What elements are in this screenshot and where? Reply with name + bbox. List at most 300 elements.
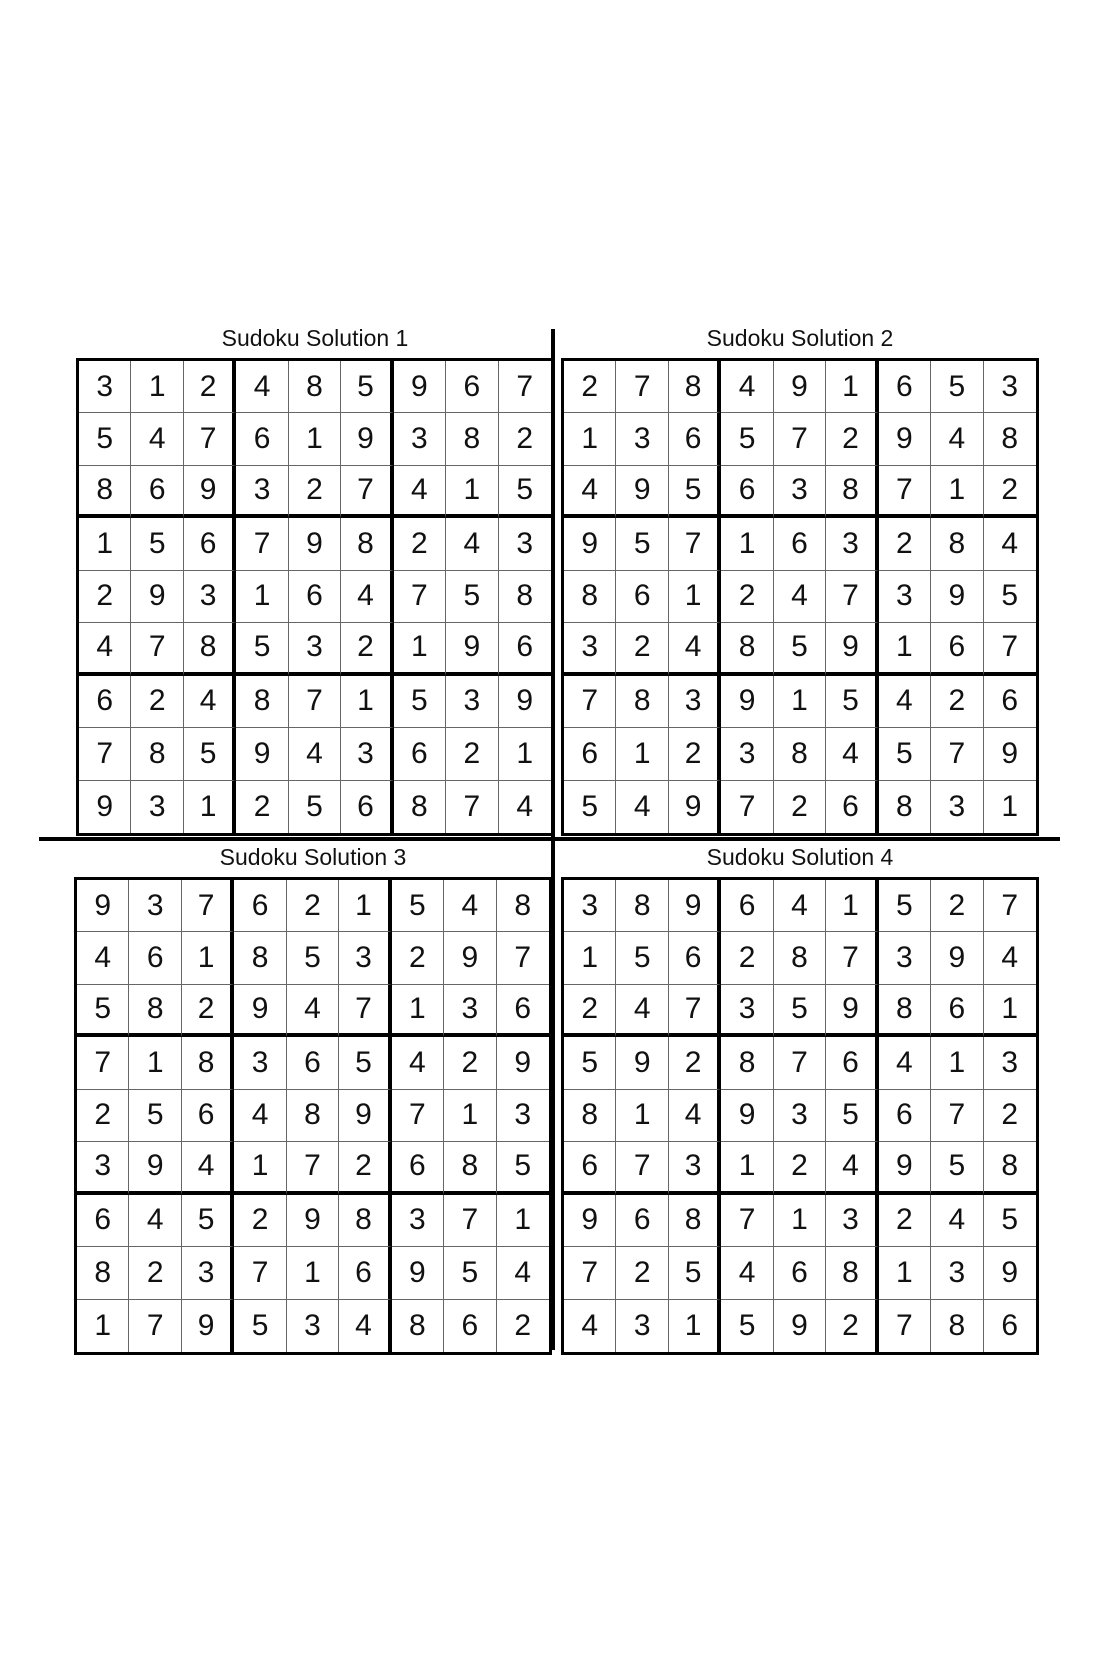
sudoku-cell: 8: [616, 676, 668, 728]
sudoku-cell: 7: [721, 1195, 773, 1247]
sudoku-cell: 4: [394, 466, 446, 518]
sudoku-cell: 1: [392, 985, 444, 1037]
sudoku-cell: 8: [774, 728, 826, 780]
sudoku-cell: 4: [236, 361, 288, 413]
sudoku-cell: 7: [826, 571, 878, 623]
sudoku-cell: 9: [289, 518, 341, 570]
sudoku-puzzle-3: [74, 843, 552, 1355]
sudoku-cell: 4: [826, 728, 878, 780]
sudoku-cell: 8: [616, 880, 668, 932]
sudoku-cell: 5: [234, 1300, 286, 1352]
sudoku-cell: 5: [774, 985, 826, 1037]
sudoku-cell: 4: [446, 518, 498, 570]
sudoku-cell: 7: [879, 1300, 931, 1352]
sudoku-cell: 3: [184, 571, 236, 623]
sudoku-cell: 9: [879, 413, 931, 465]
sudoku-cell: 9: [669, 880, 721, 932]
sudoku-cell: 9: [444, 932, 496, 984]
sudoku-cell: 8: [287, 1090, 339, 1142]
sudoku-cell: 5: [616, 518, 668, 570]
sudoku-cell: 4: [616, 985, 668, 1037]
sudoku-cell: 9: [931, 571, 983, 623]
sudoku-puzzle-1: [76, 324, 554, 836]
sudoku-cell: 2: [774, 1142, 826, 1194]
sudoku-cell: 8: [497, 880, 549, 932]
sudoku-cell: 8: [392, 1300, 444, 1352]
sudoku-cell: 2: [129, 1247, 181, 1299]
sudoku-cell: 8: [341, 518, 393, 570]
sudoku-cell: 5: [131, 518, 183, 570]
sudoku-cell: 8: [182, 1037, 234, 1089]
sudoku-cell: 8: [131, 728, 183, 780]
sudoku-cell: 7: [129, 1300, 181, 1352]
sudoku-cell: 4: [289, 728, 341, 780]
sudoku-cell: 4: [234, 1090, 286, 1142]
sudoku-cell: 9: [131, 571, 183, 623]
sudoku-cell: 6: [1001, 1308, 1019, 1342]
sudoku-cell: 2: [79, 571, 131, 623]
sudoku-cell: 6: [931, 623, 983, 675]
sudoku-cell: 9: [339, 1090, 391, 1142]
sudoku-cell: 9: [341, 413, 393, 465]
sudoku-cell: 5: [826, 1090, 878, 1142]
sudoku-cell: 1: [79, 518, 131, 570]
sudoku-cell: 7: [499, 361, 551, 413]
sudoku-cell: 6: [931, 985, 983, 1037]
sudoku-cell: 2: [446, 728, 498, 780]
sudoku-cell: 2: [826, 1300, 878, 1352]
sudoku-cell: 1: [721, 1142, 773, 1194]
sudoku-cell: 2: [931, 880, 983, 932]
sudoku-cell: 7: [444, 1195, 496, 1247]
sudoku-cell: 6: [826, 781, 878, 833]
sudoku-cell: 1: [879, 623, 931, 675]
sudoku-cell: 3: [446, 676, 498, 728]
sudoku-cell: 8: [931, 518, 983, 570]
sudoku-cell: 5: [497, 1142, 549, 1194]
sudoku-cell: 5: [931, 361, 983, 413]
sudoku-cell: 8: [879, 985, 931, 1037]
sudoku-cell: 4: [131, 413, 183, 465]
sudoku-cell: 2: [826, 413, 878, 465]
sudoku-cell: 8: [826, 1247, 878, 1299]
sudoku-cell: 5: [287, 932, 339, 984]
sudoku-cell: 5: [669, 466, 721, 518]
sudoku-cell: 9: [984, 728, 1036, 780]
sudoku-cell: 2: [184, 361, 236, 413]
sudoku-grid: [76, 358, 554, 836]
sudoku-cell: 7: [497, 932, 549, 984]
sudoku-cell: 7: [564, 1247, 616, 1299]
sudoku-cell: 3: [984, 1037, 1036, 1089]
sudoku-cell: 4: [721, 1247, 773, 1299]
sudoku-cell: 4: [341, 571, 393, 623]
sudoku-cell: 1: [182, 932, 234, 984]
sudoku-cell: 4: [669, 1090, 721, 1142]
sudoku-cell: 7: [184, 413, 236, 465]
sudoku-cell: 3: [616, 1300, 668, 1352]
sudoku-cell: 9: [497, 1037, 549, 1089]
sudoku-cell: 9: [826, 623, 878, 675]
sudoku-cell: 3: [669, 1142, 721, 1194]
sudoku-cell: 1: [774, 676, 826, 728]
sudoku-cell: 1: [341, 676, 393, 728]
sudoku-cell: 2: [499, 413, 551, 465]
sudoku-cell: 1: [826, 880, 878, 932]
sudoku-cell: 5: [564, 781, 616, 833]
sudoku-cell: 9: [669, 781, 721, 833]
sudoku-cell: 3: [616, 413, 668, 465]
sudoku-cell: 5: [931, 1142, 983, 1194]
sudoku-cell: 2: [182, 985, 234, 1037]
sudoku-grid: [561, 358, 1039, 836]
sudoku-cell: 6: [287, 1037, 339, 1089]
sudoku-cell: 2: [392, 932, 444, 984]
sudoku-cell: 2: [879, 518, 931, 570]
sudoku-cell: 8: [184, 623, 236, 675]
sudoku-cell: 9: [287, 1195, 339, 1247]
sudoku-cell: 3: [564, 880, 616, 932]
sudoku-cell: 2: [131, 676, 183, 728]
sudoku-cell: 5: [289, 781, 341, 833]
sudoku-cell: 3: [879, 571, 931, 623]
sudoku-cell: 6: [564, 1142, 616, 1194]
sudoku-cell: 5: [774, 623, 826, 675]
sudoku-cell: 9: [931, 932, 983, 984]
sudoku-cell: 6: [984, 676, 1036, 728]
puzzle-title: Sudoku Solution 4: [706, 844, 894, 870]
sudoku-cell: 6: [669, 932, 721, 984]
sudoku-cell: 8: [446, 413, 498, 465]
sudoku-cell: 1: [669, 1300, 721, 1352]
sudoku-cell: 8: [79, 466, 131, 518]
sudoku-cell: 5: [129, 1090, 181, 1142]
sudoku-cell: 8: [669, 1195, 721, 1247]
sudoku-cell: 2: [669, 728, 721, 780]
sudoku-cell: 7: [289, 676, 341, 728]
sudoku-cell: 6: [339, 1247, 391, 1299]
sudoku-cell: 9: [826, 985, 878, 1037]
sudoku-cell: 4: [287, 985, 339, 1037]
sudoku-cell: 5: [721, 1300, 773, 1352]
sudoku-cell: 4: [79, 623, 131, 675]
sudoku-cell: 3: [826, 1195, 878, 1247]
sudoku-cell: 6: [444, 1300, 496, 1352]
sudoku-cell: 4: [984, 932, 1036, 984]
sudoku-cell: 8: [826, 466, 878, 518]
sudoku-cell: 4: [182, 1142, 234, 1194]
sudoku-cell: 4: [931, 1195, 983, 1247]
sudoku-grid: [74, 877, 552, 1355]
sudoku-cell: 4: [516, 789, 534, 823]
sudoku-cell: 1: [721, 518, 773, 570]
sudoku-cell: 8: [129, 985, 181, 1037]
sudoku-cell: 6: [236, 413, 288, 465]
sudoku-cell: 9: [564, 518, 616, 570]
sudoku-cell: 9: [879, 1142, 931, 1194]
sudoku-cell: 4: [444, 880, 496, 932]
sudoku-cell: 2: [879, 1195, 931, 1247]
sudoku-cell: 2: [616, 623, 668, 675]
sudoku-cell: 1: [497, 1195, 549, 1247]
sudoku-cell: 6: [879, 1090, 931, 1142]
sudoku-cell: 7: [287, 1142, 339, 1194]
sudoku-cell: 6: [446, 361, 498, 413]
sudoku-cell: 3: [236, 466, 288, 518]
sudoku-cell: 7: [394, 571, 446, 623]
sudoku-cell: 5: [879, 880, 931, 932]
sudoku-cell: 9: [184, 466, 236, 518]
sudoku-cell: 8: [669, 361, 721, 413]
sudoku-cell: 2: [669, 1037, 721, 1089]
sudoku-cell: 3: [931, 781, 983, 833]
sudoku-cell: 1: [564, 413, 616, 465]
sudoku-cell: 4: [669, 623, 721, 675]
sudoku-cell: 1: [444, 1090, 496, 1142]
sudoku-cell: 8: [774, 932, 826, 984]
sudoku-cell: 4: [931, 413, 983, 465]
sudoku-cell: 8: [564, 571, 616, 623]
sudoku-cell: 1: [826, 361, 878, 413]
sudoku-cell: 3: [339, 932, 391, 984]
sudoku-cell: 6: [131, 466, 183, 518]
sudoku-cell: 3: [931, 1247, 983, 1299]
sudoku-cell: 1: [446, 466, 498, 518]
sudoku-cell: 5: [826, 676, 878, 728]
sudoku-cell: 6: [341, 781, 393, 833]
sudoku-grid: [561, 877, 1039, 1355]
sudoku-cell: 7: [774, 413, 826, 465]
sudoku-cell: 4: [564, 466, 616, 518]
sudoku-cell: 1: [669, 571, 721, 623]
sudoku-cell: 1: [234, 1142, 286, 1194]
sudoku-cell: 3: [131, 781, 183, 833]
sudoku-cell: 5: [984, 571, 1036, 623]
sudoku-cell: 4: [879, 676, 931, 728]
sudoku-cell: 8: [879, 781, 931, 833]
sudoku-cell: 7: [774, 1037, 826, 1089]
sudoku-cell: 5: [184, 728, 236, 780]
sudoku-cell: 5: [79, 413, 131, 465]
sudoku-cell: 4: [721, 361, 773, 413]
sudoku-cell: 8: [564, 1090, 616, 1142]
sudoku-cell: 6: [774, 1247, 826, 1299]
sudoku-cell: 1: [287, 1247, 339, 1299]
sudoku-cell: 9: [499, 676, 551, 728]
sudoku-cell: 8: [77, 1247, 129, 1299]
sudoku-cell: 7: [931, 1090, 983, 1142]
sudoku-cell: 3: [234, 1037, 286, 1089]
sudoku-cell: 3: [826, 518, 878, 570]
sudoku-cell: 6: [497, 985, 549, 1037]
sudoku-cell: 5: [392, 880, 444, 932]
sudoku-cell: 6: [79, 676, 131, 728]
sudoku-cell: 2: [931, 676, 983, 728]
sudoku-cell: 2: [341, 623, 393, 675]
sudoku-cell: 7: [721, 781, 773, 833]
sudoku-cell: 7: [826, 932, 878, 984]
sudoku-cell: 4: [879, 1037, 931, 1089]
sudoku-cell: 7: [79, 728, 131, 780]
sudoku-cell: 2: [289, 466, 341, 518]
sudoku-cell: 7: [339, 985, 391, 1037]
sudoku-cell: 7: [236, 518, 288, 570]
sudoku-cell: 6: [499, 623, 551, 675]
sudoku-cell: 3: [287, 1300, 339, 1352]
sudoku-cell: 6: [774, 518, 826, 570]
sudoku-cell: 7: [879, 466, 931, 518]
sudoku-cell: 9: [774, 1300, 826, 1352]
sudoku-cell: 7: [182, 880, 234, 932]
sudoku-cell: 3: [392, 1195, 444, 1247]
sudoku-cell: 6: [721, 466, 773, 518]
sudoku-cell: 1: [1001, 789, 1019, 823]
sudoku-cell: 1: [77, 1300, 129, 1352]
sudoku-cell: 8: [721, 1037, 773, 1089]
sudoku-cell: 5: [564, 1037, 616, 1089]
sudoku-cell: 6: [182, 1090, 234, 1142]
puzzle-title: Sudoku Solution 2: [706, 325, 894, 351]
sudoku-cell: 1: [564, 932, 616, 984]
sudoku-puzzle-2: [561, 324, 1039, 836]
sudoku-cell: 1: [129, 1037, 181, 1089]
sudoku-cell: 1: [499, 728, 551, 780]
sudoku-cell: 7: [669, 518, 721, 570]
sudoku-cell: 3: [341, 728, 393, 780]
sudoku-cell: 4: [564, 1300, 616, 1352]
sudoku-cell: 6: [394, 728, 446, 780]
sudoku-cell: 2: [774, 781, 826, 833]
sudoku-cell: 9: [182, 1300, 234, 1352]
sudoku-cell: 9: [616, 1037, 668, 1089]
horizontal-divider: [39, 837, 1060, 841]
sudoku-cell: 4: [77, 932, 129, 984]
sudoku-cell: 6: [392, 1142, 444, 1194]
sudoku-cell: 7: [564, 676, 616, 728]
sudoku-cell: 4: [774, 571, 826, 623]
sudoku-cell: 7: [131, 623, 183, 675]
sudoku-cell: 9: [774, 361, 826, 413]
sudoku-cell: 7: [931, 728, 983, 780]
sudoku-cell: 2: [234, 1195, 286, 1247]
sudoku-cell: 2: [721, 932, 773, 984]
sudoku-cell: 9: [446, 623, 498, 675]
sudoku-cell: 4: [774, 880, 826, 932]
sudoku-cell: 4: [826, 1142, 878, 1194]
sudoku-cell: 1: [616, 1090, 668, 1142]
sudoku-cell: 2: [564, 985, 616, 1037]
sudoku-cell: 5: [669, 1247, 721, 1299]
sudoku-cell: 2: [339, 1142, 391, 1194]
sudoku-cell: 4: [984, 518, 1036, 570]
sudoku-cell: 5: [339, 1037, 391, 1089]
sudoku-cell: 9: [616, 466, 668, 518]
sudoku-cell: 9: [234, 985, 286, 1037]
sudoku-cell: 3: [721, 728, 773, 780]
sudoku-cell: 9: [79, 781, 131, 833]
sudoku-cell: 8: [289, 361, 341, 413]
sudoku-cell: 8: [721, 623, 773, 675]
sudoku-cell: 1: [774, 1195, 826, 1247]
sudoku-cell: 9: [77, 880, 129, 932]
sudoku-cell: 3: [444, 985, 496, 1037]
sudoku-cell: 7: [669, 985, 721, 1037]
sudoku-cell: 8: [984, 1142, 1036, 1194]
sudoku-cell: 1: [131, 361, 183, 413]
sudoku-cell: 9: [721, 676, 773, 728]
sudoku-cell: 3: [669, 676, 721, 728]
sudoku-cell: 6: [289, 571, 341, 623]
sudoku-cell: 6: [879, 361, 931, 413]
sudoku-cell: 3: [497, 1090, 549, 1142]
sudoku-cell: 6: [234, 880, 286, 932]
sudoku-cell: 1: [931, 466, 983, 518]
sudoku-cell: 8: [931, 1300, 983, 1352]
sudoku-cell: 8: [394, 781, 446, 833]
sudoku-cell: 2: [287, 880, 339, 932]
sudoku-cell: 2: [444, 1037, 496, 1089]
sudoku-cell: 3: [774, 466, 826, 518]
sudoku-cell: 6: [669, 413, 721, 465]
sudoku-cell: 2: [616, 1247, 668, 1299]
sudoku-cell: 2: [77, 1090, 129, 1142]
sudoku-cell: 3: [774, 1090, 826, 1142]
sudoku-cell: 7: [984, 623, 1036, 675]
sudoku-cell: 5: [721, 413, 773, 465]
sudoku-cell: 1: [184, 781, 236, 833]
sudoku-cell: 2: [984, 1090, 1036, 1142]
sudoku-cell: 8: [339, 1195, 391, 1247]
sudoku-cell: 5: [499, 466, 551, 518]
sudoku-cell: 5: [616, 932, 668, 984]
sudoku-cell: 5: [236, 623, 288, 675]
sudoku-cell: 2: [564, 361, 616, 413]
sudoku-cell: 6: [184, 518, 236, 570]
sudoku-cell: 6: [721, 880, 773, 932]
sudoku-cell: 2: [984, 466, 1036, 518]
sudoku-cell: 3: [289, 623, 341, 675]
sudoku-cell: 5: [444, 1247, 496, 1299]
sudoku-cell: 7: [616, 1142, 668, 1194]
sudoku-cell: 4: [129, 1195, 181, 1247]
sudoku-cell: 9: [394, 361, 446, 413]
sudoku-cell: 1: [931, 1037, 983, 1089]
sudoku-cell: 4: [392, 1037, 444, 1089]
sudoku-cell: 1: [236, 571, 288, 623]
sudoku-cell: 4: [616, 781, 668, 833]
puzzle-title: Sudoku Solution 1: [221, 325, 409, 351]
sudoku-cell: 8: [984, 413, 1036, 465]
sudoku-cell: 2: [514, 1308, 532, 1342]
sudoku-cell: 9: [721, 1090, 773, 1142]
sudoku-cell: 6: [616, 571, 668, 623]
sudoku-cell: 5: [394, 676, 446, 728]
puzzle-title: Sudoku Solution 3: [219, 844, 407, 870]
sudoku-cell: 3: [984, 361, 1036, 413]
sudoku-cell: 3: [564, 623, 616, 675]
sudoku-cell: 1: [339, 880, 391, 932]
sudoku-cell: 6: [826, 1037, 878, 1089]
sudoku-cell: 5: [341, 361, 393, 413]
sudoku-cell: 3: [879, 932, 931, 984]
sudoku-cell: 9: [236, 728, 288, 780]
sudoku-cell: 6: [616, 1195, 668, 1247]
sudoku-cell: 7: [234, 1247, 286, 1299]
sudoku-cell: 3: [129, 880, 181, 932]
sudoku-cell: 7: [392, 1090, 444, 1142]
sudoku-cell: 7: [77, 1037, 129, 1089]
sudoku-cell: 8: [234, 932, 286, 984]
